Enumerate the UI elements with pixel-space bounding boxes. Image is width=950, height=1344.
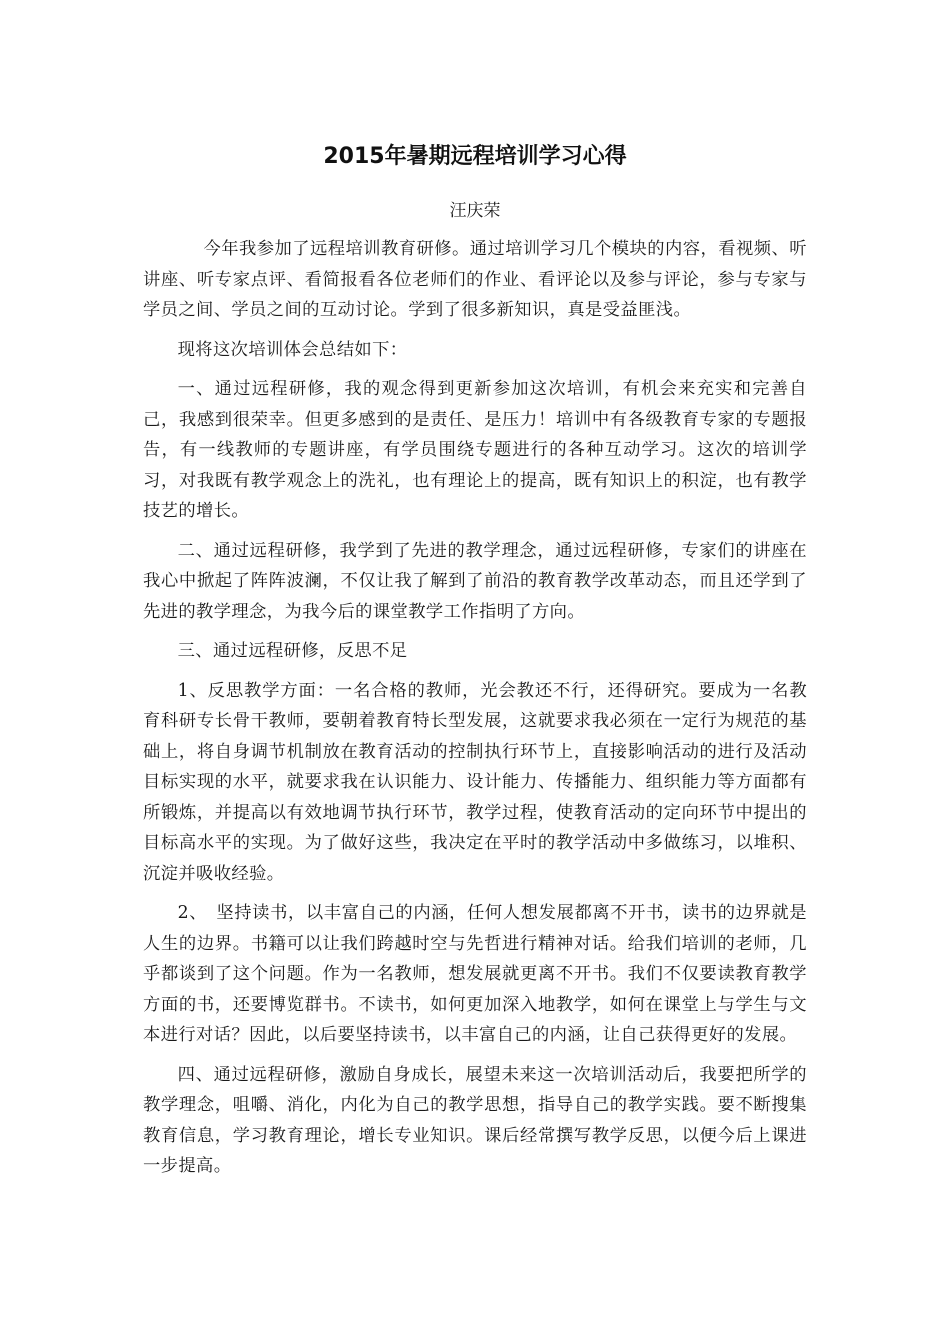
paragraph-point-three: 三、通过远程研修，反思不足 [177, 641, 408, 661]
document-body [143, 234, 807, 1182]
paragraph-point-two: 二、通过远程研修，我学到了先进的教学理念，通过远程研修，专家们的讲座在我心中掀起了阵阵波澜，不仅让我了解到了前沿的教育教学改革动态，而且还学到了先进的教学理念，为我今后的课堂教学工作指明了方向。 [143, 540, 807, 622]
paragraph-intro: 今年我参加了远程培训教育研修。通过培训学习几个模块的内容，看视频、听讲座、听专家点评、看简报看各位老师们的作业、看评论以及参与评论，参与专家与学员之间、学员之间的互动讨论。学到了很多新知识，真是受益匪浅。 [143, 239, 807, 320]
document-page [143, 140, 807, 1191]
paragraph-summary-lead: 现将这次培训体会总结如下： [177, 339, 408, 360]
paragraph-point-four: 四、通过远程研修，激励自身成长，展望未来这一次培训活动后，我要把所学的教学理念，咀嚼、消化，内化为自己的教学思想，指导自己的教学实践。要不断搜集教育信息，学习教育理论，增长专业知识。课后经常撰写教学反思，以便今后上课进一步提高。 [143, 1064, 807, 1176]
paragraph-reflection-teaching: 1、反思教学方面：一名合格的教师，光会教还不行，还得研究。要成为一名教育科研专长骨干教师，要朝着教育特长型发展，这就要求我必须在一定行为规范的基础上，将自身调节机制放在教育活动的控制执行环节上，直接影响活动的进行及活动目标实现的水平，就要求我在认识能力、设计能力、传播能力、组织能力等方面都有所锻炼，并提高以有效地调节执行环节，教学过程，使教育活动的定向环节中提出的目标高水平的实现。为了做好这些，我决定在平时的教学活动中多做练习，以堆积、沉淀并吸收经验。 [143, 680, 807, 884]
paragraph-point-one: 一、通过远程研修，我的观念得到更新参加这次培训，有机会来充实和完善自己，我感到很荣幸。但更多感到的是责任、是压力！培训中有各级教育专家的专题报告，有一线教师的专题讲座，有学员围绕专题进行的各种互动学习。这次的培训学习，对我既有教学观念上的洗礼，也有理论上的提高，既有知识上的积淀，也有教学技艺的增长。 [143, 379, 807, 521]
paragraph-reflection-reading: 2、 坚持读书，以丰富自己的内涵，任何人想发展都离不开书，读书的边界就是人生的边界。书籍可以让我们跨越时空与先哲进行精神对话。给我们培训的老师，几乎都谈到了这个问题。作为一名教师，想发展就更离不开书。我们不仅要读教育教学方面的书，还要博览群书。不读书，如何更加深入地教学，如何在课堂上与学生与文本进行对话？因此，以后要坚持读书，以丰富自己的内涵，让自己获得更好的发展。 [143, 903, 807, 1045]
document-title: 2015年暑期远程培训学习心得 [323, 144, 627, 169]
document-author: 汪庆荣 [449, 201, 501, 221]
